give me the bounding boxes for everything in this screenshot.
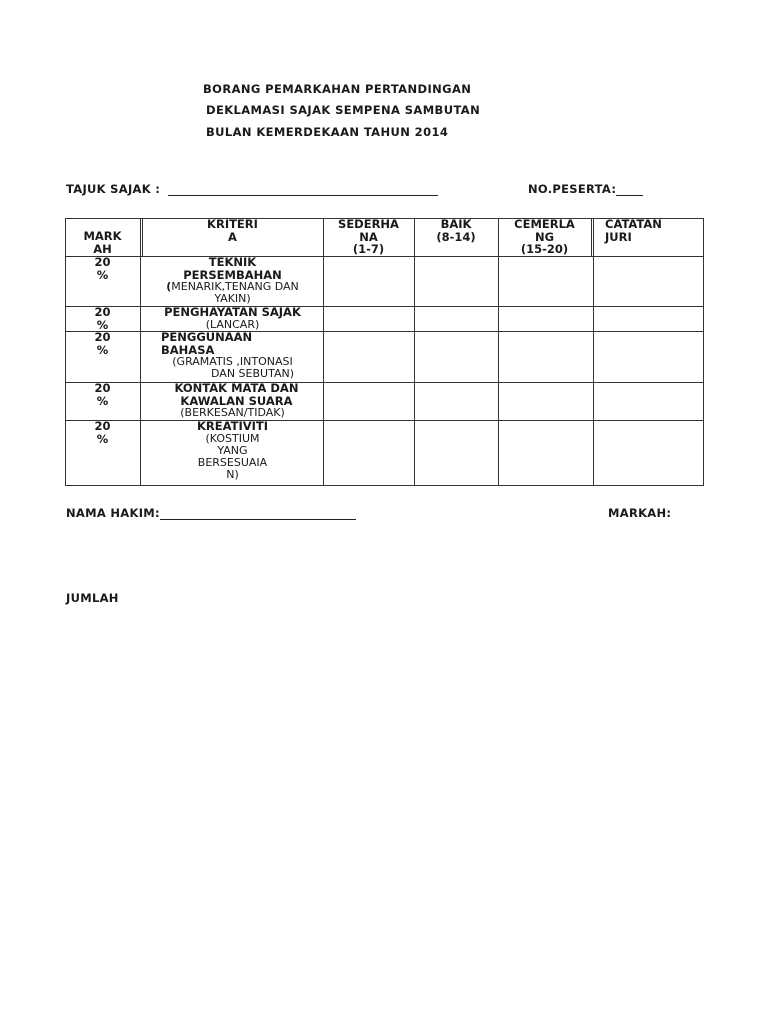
header-kriteria: KRITERI A xyxy=(207,217,258,244)
row-2-mark: 20 % xyxy=(94,305,111,332)
tajuk-sajak-label: TAJUK SAJAK : xyxy=(66,182,161,196)
row-4-criteria: KONTAK MATA DAN KAWALAN SUARA (BERKESAN/TIDAK) xyxy=(174,381,299,419)
row-2-criteria: PENGHAYATAN SAJAK (LANCAR) xyxy=(164,305,301,331)
nama-hakim-blank[interactable] xyxy=(160,507,356,520)
nama-hakim-label: NAMA HAKIM: xyxy=(66,506,160,520)
no-peserta-label: NO.PESERTA: xyxy=(528,182,617,196)
header-catatan-juri: CATATAN JURI xyxy=(605,217,662,244)
nama-hakim-field xyxy=(66,506,356,520)
header-baik: BAIK (8-14) xyxy=(436,217,476,244)
form-title-line-3: BULAN KEMERDEKAAN TAHUN 2014 xyxy=(206,125,449,139)
row-1-criteria: TEKNIK PERSEMBAHAN (MENARIK,TENANG DAN YAKIN) xyxy=(166,255,299,305)
markah-label: MARKAH: xyxy=(608,506,672,520)
scoring-table xyxy=(65,218,704,486)
jumlah-label: JUMLAH xyxy=(66,591,119,605)
header-cemerlang: CEMERLA NG (15-20) xyxy=(514,217,575,256)
row-3-mark: 20 % xyxy=(94,330,111,357)
form-title-line-1: BORANG PEMARKAHAN PERTANDINGAN xyxy=(203,82,472,96)
header-markah: MARK AH xyxy=(83,229,122,256)
row-5-criteria: KREATIVITI (KOSTIUM YANG BERSESUAIA N) xyxy=(196,419,269,481)
no-peserta-field xyxy=(528,182,643,196)
tajuk-sajak-blank[interactable] xyxy=(168,183,438,196)
row-5-mark: 20 % xyxy=(94,419,111,446)
header-sederhana: SEDERHA NA (1-7) xyxy=(338,217,399,256)
row-1-mark: 20 % xyxy=(94,255,111,282)
tajuk-sajak-field xyxy=(66,182,438,196)
no-peserta-blank[interactable] xyxy=(616,183,643,196)
form-title-line-2: DEKLAMASI SAJAK SEMPENA SAMBUTAN xyxy=(206,103,481,117)
row-4-mark: 20 % xyxy=(94,381,111,408)
row-3-criteria: PENGGUNAAN BAHASA (GRAMATIS ,INTONASI DAN SEBUTAN) xyxy=(161,330,294,380)
